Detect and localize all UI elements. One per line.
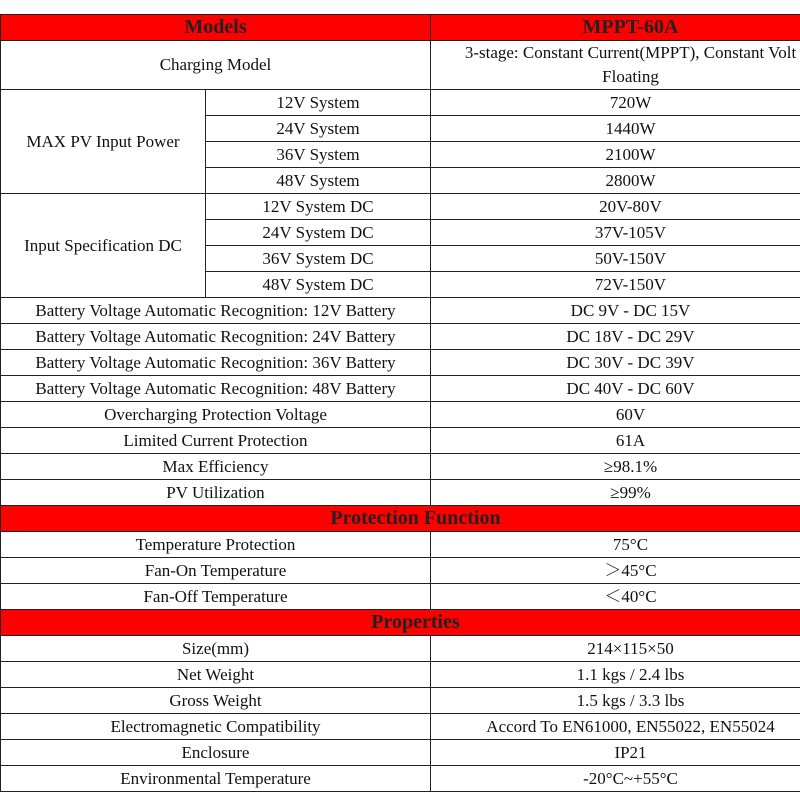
charging-model-value-line1: 3-stage: Constant Current(MPPT), Constant Volt bbox=[464, 43, 797, 62]
charging-model-label: Charging Model bbox=[1, 41, 431, 90]
row-value: -20°C~+55°C bbox=[431, 766, 800, 792]
section-header-row bbox=[1, 610, 800, 636]
input-spec-sub: 24V System DC bbox=[206, 220, 431, 246]
max-pv-value: 2800W bbox=[431, 168, 800, 194]
row-value: 1.1 kgs / 2.4 lbs bbox=[431, 662, 800, 688]
input-spec-label: Input Specification DC bbox=[1, 194, 206, 298]
input-spec-value: 50V-150V bbox=[431, 246, 800, 272]
row-label: Battery Voltage Automatic Recognition: 36V Battery bbox=[1, 350, 431, 376]
row-label: Battery Voltage Automatic Recognition: 12V Battery bbox=[1, 298, 431, 324]
section-protection-title: Protection Function bbox=[1, 506, 800, 532]
max-pv-label: MAX PV Input Power bbox=[1, 90, 206, 194]
row-label: Size(mm) bbox=[1, 636, 431, 662]
row-label: Battery Voltage Automatic Recognition: 48V Battery bbox=[1, 376, 431, 402]
row-label: Environmental Temperature bbox=[1, 766, 431, 792]
input-spec-sub: 12V System DC bbox=[206, 194, 431, 220]
row-label: PV Utilization bbox=[1, 480, 431, 506]
row-value: 214×115×50 bbox=[431, 636, 800, 662]
row-label: Fan-On Temperature bbox=[1, 558, 431, 584]
input-spec-value: 37V-105V bbox=[431, 220, 800, 246]
row-label: Net Weight bbox=[1, 662, 431, 688]
row-value: IP21 bbox=[431, 740, 800, 766]
row-value: ＜40°C bbox=[431, 584, 800, 610]
max-pv-value: 1440W bbox=[431, 116, 800, 142]
table-row bbox=[1, 194, 800, 220]
row-label: Electromagnetic Compatibility bbox=[1, 714, 431, 740]
table-row bbox=[1, 480, 800, 506]
row-label: Temperature Protection bbox=[1, 532, 431, 558]
row-value: Accord To EN61000, EN55022, EN55024 bbox=[431, 714, 800, 740]
row-value: DC 9V - DC 15V bbox=[431, 298, 800, 324]
row-value: 1.5 kgs / 3.3 lbs bbox=[431, 688, 800, 714]
row-value: ≥98.1% bbox=[431, 454, 800, 480]
input-spec-value: 72V-150V bbox=[431, 272, 800, 298]
table-row bbox=[1, 428, 800, 454]
row-value: 61A bbox=[431, 428, 800, 454]
row-value: ≥99% bbox=[431, 480, 800, 506]
spec-table bbox=[0, 14, 800, 792]
table-row bbox=[1, 532, 800, 558]
header-model-number: MPPT-60A bbox=[431, 15, 800, 41]
row-label: Enclosure bbox=[1, 740, 431, 766]
max-pv-sub: 24V System bbox=[206, 116, 431, 142]
table-row bbox=[1, 298, 800, 324]
row-label: Gross Weight bbox=[1, 688, 431, 714]
table-row bbox=[1, 662, 800, 688]
input-spec-value: 20V-80V bbox=[431, 194, 800, 220]
row-value: ＞45°C bbox=[431, 558, 800, 584]
spec-sheet bbox=[0, 14, 800, 792]
row-value: DC 30V - DC 39V bbox=[431, 350, 800, 376]
max-pv-value: 720W bbox=[431, 90, 800, 116]
table-row bbox=[1, 350, 800, 376]
max-pv-sub: 36V System bbox=[206, 142, 431, 168]
max-pv-value: 2100W bbox=[431, 142, 800, 168]
table-row bbox=[1, 636, 800, 662]
section-header-row bbox=[1, 506, 800, 532]
row-label: Max Efficiency bbox=[1, 454, 431, 480]
table-row bbox=[1, 376, 800, 402]
section-properties-title: Properties bbox=[1, 610, 800, 636]
row-label: Overcharging Protection Voltage bbox=[1, 402, 431, 428]
input-spec-sub: 36V System DC bbox=[206, 246, 431, 272]
row-label: Fan-Off Temperature bbox=[1, 584, 431, 610]
input-spec-sub: 48V System DC bbox=[206, 272, 431, 298]
table-row bbox=[1, 558, 800, 584]
row-value: 60V bbox=[431, 402, 800, 428]
table-row bbox=[1, 740, 800, 766]
table-row bbox=[1, 324, 800, 350]
table-row bbox=[1, 766, 800, 792]
table-row bbox=[1, 714, 800, 740]
table-row bbox=[1, 402, 800, 428]
row-label: Limited Current Protection bbox=[1, 428, 431, 454]
max-pv-sub: 48V System bbox=[206, 168, 431, 194]
table-row bbox=[1, 688, 800, 714]
header-row bbox=[1, 15, 800, 41]
row-value: 75°C bbox=[431, 532, 800, 558]
header-models: Models bbox=[1, 15, 431, 41]
table-row bbox=[1, 90, 800, 116]
max-pv-sub: 12V System bbox=[206, 90, 431, 116]
row-value: DC 40V - DC 60V bbox=[431, 376, 800, 402]
table-row bbox=[1, 584, 800, 610]
table-row bbox=[1, 454, 800, 480]
charging-model-value bbox=[431, 41, 800, 90]
row-label: Battery Voltage Automatic Recognition: 24V Battery bbox=[1, 324, 431, 350]
row-value: DC 18V - DC 29V bbox=[431, 324, 800, 350]
table-row bbox=[1, 41, 800, 90]
charging-model-value-line2: Floating bbox=[602, 67, 659, 86]
